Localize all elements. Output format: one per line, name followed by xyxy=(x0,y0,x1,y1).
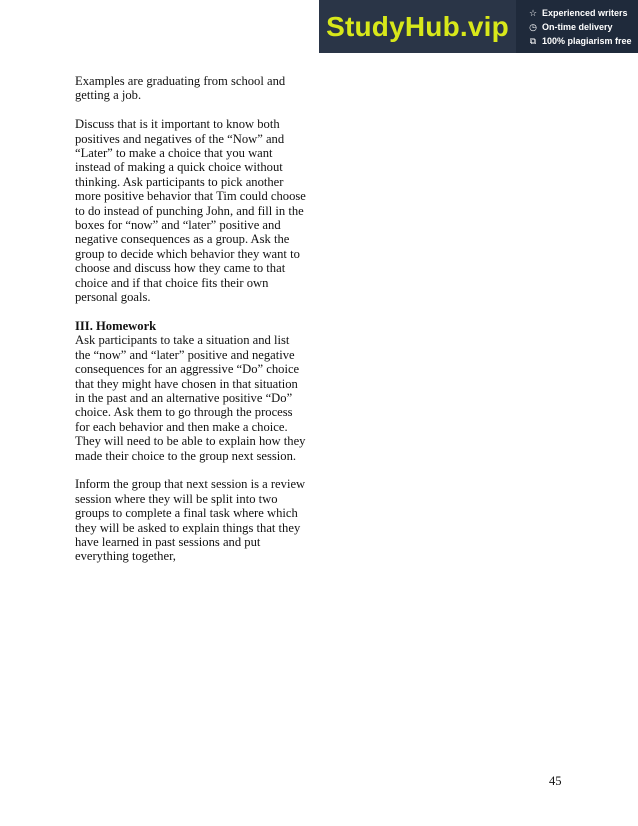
feature-item xyxy=(528,21,638,33)
feature-label: On-time delivery xyxy=(542,21,613,32)
copy-icon: ⧉ xyxy=(529,35,537,46)
clock-icon: ◷ xyxy=(529,21,537,32)
paragraph: Ask participants to take a situation and list the “now” and “later” positive and negative consequences for an aggressive “Do” choice that they might have chosen in that situation in the past and an alternative positive “Do” choice. Ask them to go through the process for each behavior and then make a choice. They will need to be able to explain how they made their choice to the group next session. xyxy=(75,333,306,463)
paragraph: Inform the group that next session is a review session where they will be split into two groups to complete a final task where which they will be asked to explain things that they have learned in past sessions and put everything together, xyxy=(75,477,306,564)
feature-list xyxy=(516,0,638,53)
section-heading: III. Homework xyxy=(75,318,157,333)
document-body xyxy=(75,74,307,578)
paragraph: Discuss that is it important to know both positives and negatives of the “Now” and “Later” to make a choice that you want instead of making a quick choice without thinking. Ask participants to pick another more positive behavior that Tim could choose to do instead of punching John, and fill in the boxes for “now” and “later” positive and negative consequences as a group. Ask the group to decide which behavior they want to choose and discuss how they came to that choice and if that choice fits their own personal goals. xyxy=(75,117,306,305)
page-number: 45 xyxy=(549,774,562,788)
feature-label: 100% plagiarism free xyxy=(542,35,632,46)
brand-logo[interactable]: StudyHub.vip xyxy=(319,0,516,53)
paragraph: Examples are graduating from school and getting a job. xyxy=(75,74,286,103)
feature-item xyxy=(528,7,638,19)
star-icon: ☆ xyxy=(528,7,538,18)
feature-item xyxy=(528,35,638,47)
promo-banner[interactable] xyxy=(319,0,638,53)
feature-label: Experienced writers xyxy=(542,7,628,18)
